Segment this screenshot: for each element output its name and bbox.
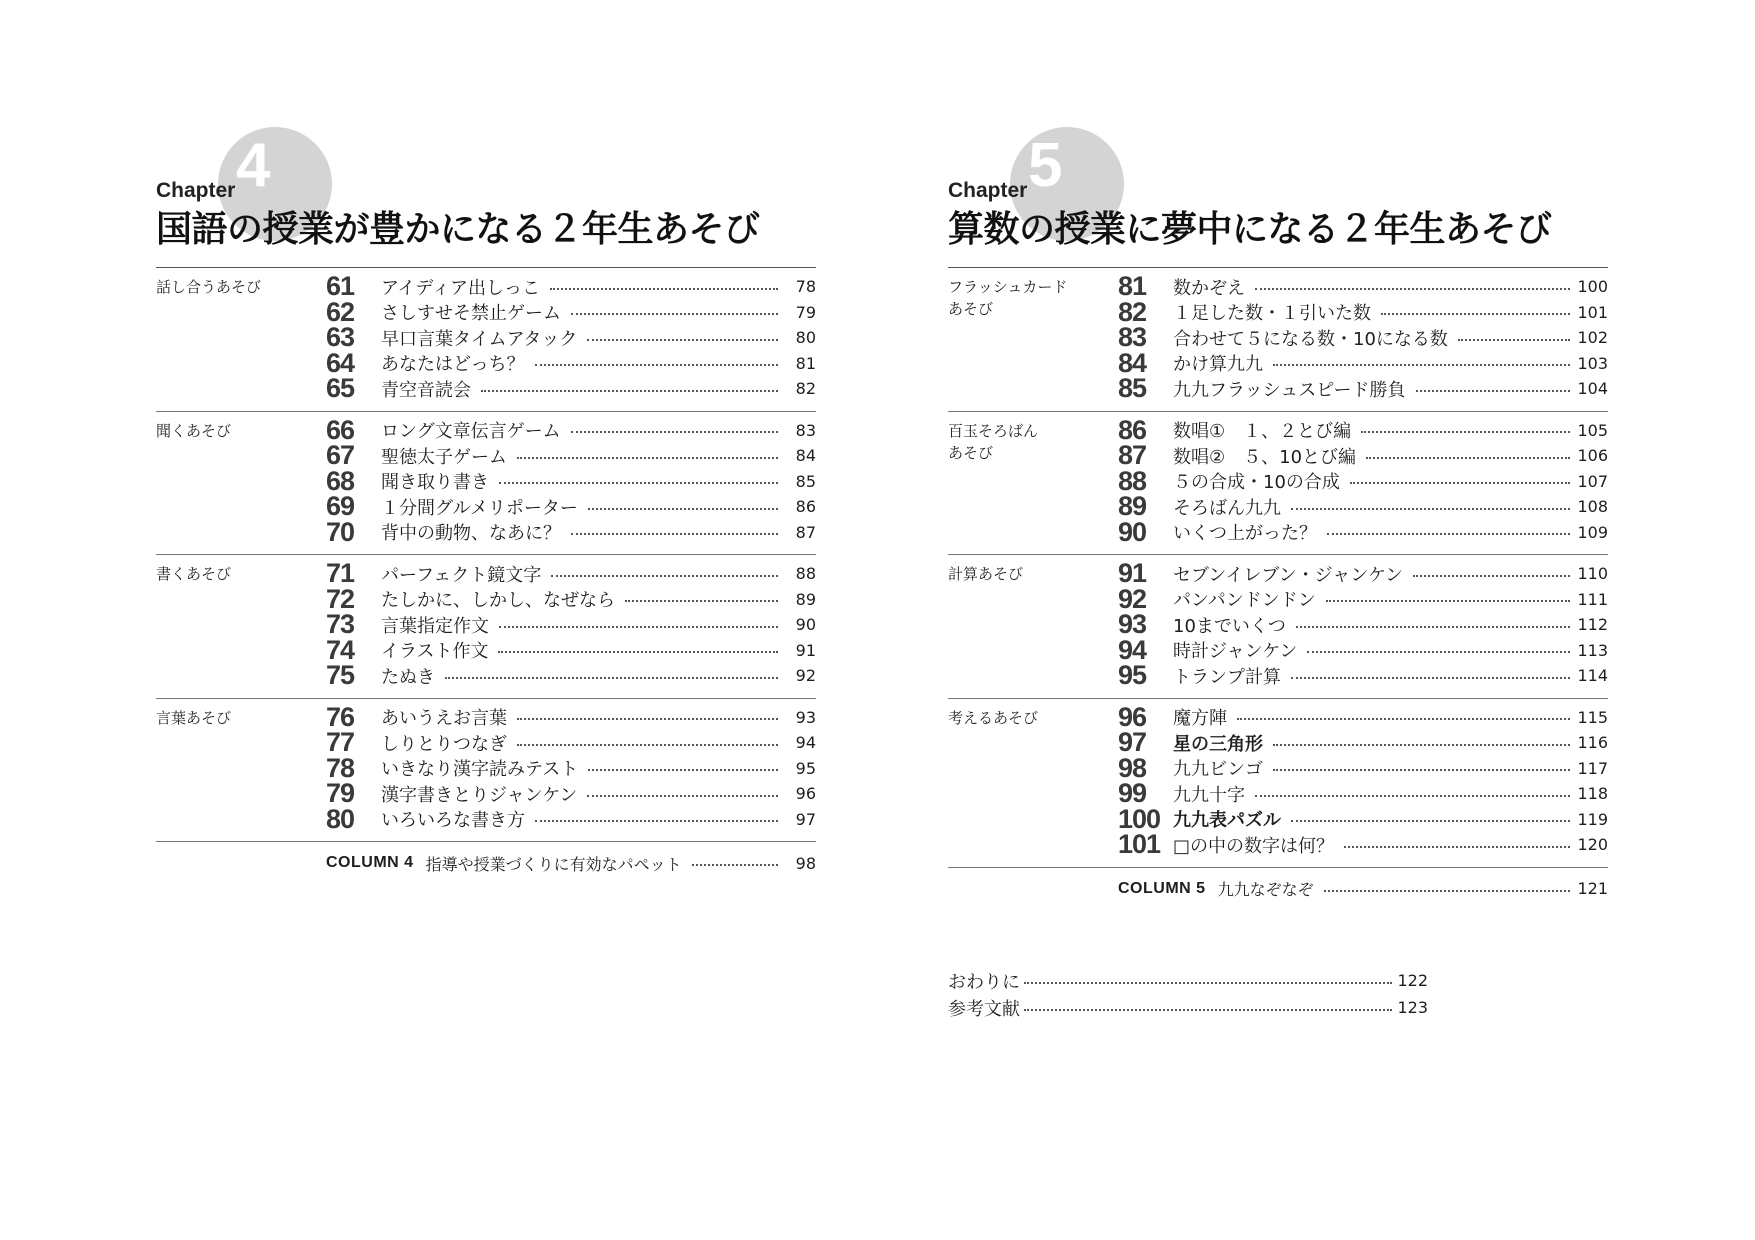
leader-dots (1255, 288, 1570, 290)
item-title: アイディア出しっこ (381, 277, 540, 299)
leader-dots (1327, 533, 1570, 535)
chapter-title: 国語の授業が豊かになる２年生あそび (156, 209, 760, 250)
leader-dots (571, 431, 778, 433)
leader-dots (1291, 677, 1570, 679)
toc-item[interactable] (948, 322, 1608, 353)
section (156, 555, 816, 699)
leader-dots (1273, 769, 1570, 771)
item-number: 65 (326, 373, 355, 404)
item-title: ロング文章伝言ゲーム (381, 421, 561, 443)
section-label (948, 276, 1098, 320)
item-number: 84 (1118, 347, 1147, 378)
item-number: 71 (326, 558, 355, 589)
item-page: 88 (795, 564, 816, 584)
item-title: 九九ビンゴ (1173, 759, 1263, 781)
item-number: 92 (1118, 583, 1147, 614)
item-page: 83 (795, 420, 816, 440)
item-title: 九九表パズル (1173, 810, 1281, 832)
item-page: 117 (1577, 758, 1608, 778)
item-number: 87 (1118, 440, 1147, 471)
section (156, 699, 816, 843)
section (948, 699, 1608, 868)
item-number: 100 (1118, 803, 1161, 834)
item-title: 魔方陣 (1173, 708, 1227, 730)
leader-dots (1024, 1009, 1392, 1011)
item-title: あいうえお言葉 (381, 708, 507, 730)
chapter-header (156, 131, 816, 259)
item-number: 93 (1118, 609, 1147, 640)
item-page: 100 (1577, 277, 1608, 297)
item-title: 背中の動物、なあに？ (381, 523, 561, 545)
back-matter-item[interactable] (948, 967, 1428, 994)
item-page: 102 (1577, 328, 1608, 348)
section-label: 書くあそび (156, 565, 232, 583)
back-matter-title: おわりに (948, 971, 1020, 993)
item-number: 86 (1118, 414, 1147, 445)
item-number: 69 (326, 491, 355, 522)
leader-dots (571, 533, 778, 535)
item-number: 85 (1118, 373, 1147, 404)
leader-dots (499, 626, 778, 628)
item-title: 星の三角形 (1173, 733, 1263, 755)
section (156, 412, 816, 556)
leader-dots (517, 718, 778, 720)
item-page: 114 (1577, 666, 1608, 686)
item-page: 90 (795, 615, 816, 635)
leader-dots (1307, 651, 1570, 653)
section (948, 268, 1608, 412)
leader-dots (692, 864, 778, 866)
item-number: 90 (1118, 516, 1147, 547)
item-number: 66 (326, 414, 355, 445)
chapter-header (948, 131, 1608, 259)
back-matter-title: 参考文献 (948, 998, 1020, 1020)
toc-item[interactable] (948, 660, 1608, 691)
item-title: あなたはどっち？ (381, 354, 525, 376)
toc-item[interactable] (948, 803, 1608, 834)
item-page: 111 (1577, 589, 1608, 609)
toc-item[interactable] (156, 634, 816, 665)
leader-dots (551, 575, 778, 577)
item-number: 68 (326, 465, 355, 496)
item-title: いろいろな書き方 (381, 810, 525, 832)
section-label (948, 420, 1098, 464)
toc-item[interactable] (156, 347, 816, 378)
leader-dots (1291, 508, 1570, 510)
item-number: 79 (326, 778, 355, 809)
leader-dots (535, 364, 778, 366)
toc-item[interactable] (156, 296, 816, 327)
item-number: 97 (1118, 727, 1147, 758)
item-title: 九九フラッシュスピード勝負 (1173, 379, 1406, 401)
item-number: 62 (326, 296, 355, 327)
item-page: 85 (795, 471, 816, 491)
toc-item[interactable] (948, 778, 1608, 809)
item-page: 107 (1577, 471, 1608, 491)
item-page: 97 (795, 809, 816, 829)
item-page: 89 (795, 589, 816, 609)
item-number: 96 (1118, 701, 1147, 732)
item-number: 83 (1118, 322, 1147, 353)
leader-dots (1458, 339, 1570, 341)
chapter-number: 4 (236, 131, 271, 200)
item-title: 言葉指定作文 (381, 615, 489, 637)
back-matter-item[interactable] (948, 994, 1428, 1021)
item-page: 109 (1577, 522, 1608, 542)
toc-item[interactable] (156, 727, 816, 758)
item-page: 86 (795, 497, 816, 517)
item-number: 80 (326, 803, 355, 834)
item-title: 数唱② ５、10とび編 (1173, 446, 1357, 468)
item-page: 92 (795, 666, 816, 686)
item-title: セブンイレブン・ジャンケン (1173, 564, 1404, 586)
leader-dots (1350, 482, 1570, 484)
column-entry[interactable] (156, 848, 816, 878)
toc-item[interactable] (156, 465, 816, 496)
leader-dots (1255, 795, 1570, 797)
section-label-line: 百玉そろばん (948, 421, 1039, 440)
toc-item[interactable] (156, 583, 816, 614)
item-title: さしすせそ禁止ゲーム (381, 303, 561, 325)
toc-item[interactable] (948, 727, 1608, 758)
toc-item[interactable] (156, 752, 816, 783)
item-page: 79 (795, 302, 816, 322)
item-number: 91 (1118, 558, 1147, 589)
item-title: そろばん九九 (1173, 497, 1281, 519)
item-number: 73 (326, 609, 355, 640)
item-number: 99 (1118, 778, 1147, 809)
toc-item[interactable] (156, 440, 816, 471)
toc-item[interactable] (948, 373, 1608, 404)
section-label-line: あそび (948, 443, 994, 462)
column-page: 121 (1577, 879, 1608, 898)
item-page: 91 (795, 640, 816, 660)
item-number: 78 (326, 752, 355, 783)
leader-dots (1296, 626, 1570, 628)
item-page: 120 (1577, 835, 1608, 855)
item-number: 88 (1118, 465, 1147, 496)
leader-dots (535, 820, 778, 822)
item-number: 101 (1118, 829, 1161, 860)
section-label-line: 考えるあそび (948, 708, 1039, 727)
chapter-4 (156, 131, 816, 878)
item-page: 101 (1577, 302, 1608, 322)
toc-item[interactable] (156, 491, 816, 522)
leader-dots (587, 795, 778, 797)
toc-item[interactable] (948, 347, 1608, 378)
section-label-line: フラッシュカード (948, 278, 1068, 296)
leader-dots (588, 508, 778, 510)
item-title: 青空音読会 (381, 379, 471, 401)
item-number: 95 (1118, 660, 1147, 691)
item-title: トランプ計算 (1173, 666, 1281, 688)
leader-dots (1237, 718, 1570, 720)
item-page: 115 (1577, 707, 1608, 727)
section (948, 412, 1608, 556)
item-number: 81 (1118, 271, 1147, 302)
item-page: 105 (1577, 420, 1608, 440)
back-matter (948, 967, 1428, 1021)
item-title: 10までいくつ (1173, 615, 1286, 637)
item-page: 104 (1577, 379, 1608, 399)
item-number: 76 (326, 701, 355, 732)
item-page: 95 (795, 758, 816, 778)
column-label: COLUMN 4 (326, 854, 414, 871)
item-title: 数かぞえ (1173, 277, 1245, 299)
item-number: 89 (1118, 491, 1147, 522)
back-matter-page: 123 (1397, 998, 1428, 1017)
leader-dots (517, 744, 778, 746)
toc-item[interactable] (948, 752, 1608, 783)
column-page: 98 (795, 853, 816, 873)
toc-item[interactable] (948, 516, 1608, 547)
item-page: 82 (795, 379, 816, 399)
chapter-5 (948, 131, 1608, 904)
back-matter-page: 122 (1397, 971, 1428, 990)
item-page: 116 (1577, 733, 1608, 753)
item-title: たぬき (381, 666, 435, 688)
section-label-line: あそび (948, 300, 994, 318)
toc-item[interactable] (156, 322, 816, 353)
item-page: 84 (795, 446, 816, 466)
item-title: 聖徳太子ゲーム (381, 446, 507, 468)
item-number: 72 (326, 583, 355, 614)
toc-item[interactable] (948, 491, 1608, 522)
item-title: 時計ジャンケン (1173, 641, 1298, 663)
item-page: 96 (795, 784, 816, 804)
chapter-word: Chapter (948, 179, 1028, 202)
item-page: 108 (1577, 497, 1608, 517)
item-title: いきなり漢字読みテスト (381, 759, 579, 781)
leader-dots (571, 313, 778, 315)
section-label (948, 563, 1098, 585)
item-number: 70 (326, 516, 355, 547)
leader-dots (1273, 744, 1570, 746)
item-title: 早口言葉タイムアタック (381, 328, 578, 350)
item-title: １足した数・１引いた数 (1173, 303, 1371, 325)
toc-item[interactable] (948, 583, 1608, 614)
item-title: パーフェクト鏡文字 (381, 564, 542, 586)
item-title: ５の合成・10の合成 (1173, 472, 1340, 494)
item-title: 九九十字 (1173, 784, 1245, 806)
item-title: 数唱① １、２とび編 (1173, 421, 1352, 443)
chapter-number: 5 (1028, 131, 1063, 200)
item-number: 98 (1118, 752, 1147, 783)
leader-dots (481, 390, 778, 392)
section-label: 話し合うあそび (156, 278, 262, 296)
item-page: 118 (1577, 784, 1608, 804)
item-page: 81 (795, 353, 816, 373)
item-page: 112 (1577, 615, 1608, 635)
leader-dots (587, 339, 778, 341)
item-title: たしかに、しかし、なぜなら (381, 590, 615, 612)
item-title: □の中の数字は何？ (1173, 835, 1335, 857)
item-title: いくつ上がった？ (1173, 523, 1317, 545)
toc-item[interactable] (948, 609, 1608, 640)
item-number: 94 (1118, 634, 1147, 665)
item-number: 77 (326, 727, 355, 758)
leader-dots (1366, 457, 1570, 459)
section-label (948, 707, 1098, 729)
leader-dots (625, 600, 778, 602)
item-title: かけ算九九 (1173, 354, 1263, 376)
section-label-line: 計算あそび (948, 565, 1024, 583)
section (948, 555, 1608, 699)
leader-dots (517, 457, 778, 459)
item-page: 106 (1577, 446, 1608, 466)
item-title: 漢字書きとりジャンケン (381, 784, 578, 806)
toc-item[interactable] (156, 609, 816, 640)
item-title: イラスト作文 (381, 641, 489, 663)
item-page: 110 (1577, 564, 1608, 584)
toc-item[interactable] (948, 465, 1608, 496)
leader-dots (1024, 982, 1392, 984)
toc-item[interactable] (156, 660, 816, 691)
leader-dots (445, 677, 778, 679)
item-page: 93 (795, 707, 816, 727)
leader-dots (588, 769, 778, 771)
column-entry[interactable] (948, 874, 1608, 904)
item-page: 94 (795, 733, 816, 753)
item-number: 75 (326, 660, 355, 691)
item-number: 82 (1118, 296, 1147, 327)
leader-dots (1273, 364, 1570, 366)
toc-item[interactable] (948, 634, 1608, 665)
item-title: １分間グルメリポーター (381, 497, 578, 519)
leader-dots (499, 482, 778, 484)
leader-dots (498, 651, 778, 653)
leader-dots (1416, 390, 1570, 392)
item-title: 合わせて５になる数・10になる数 (1173, 328, 1448, 350)
item-title: パンパンドンドン (1173, 590, 1316, 612)
item-page: 78 (795, 277, 816, 297)
section-label: 言葉あそび (156, 708, 232, 727)
toc-item[interactable] (156, 778, 816, 809)
chapter-word: Chapter (156, 179, 236, 202)
item-page: 87 (795, 522, 816, 542)
section-label: 聞くあそび (156, 421, 232, 440)
item-title: しりとりつなぎ (381, 733, 507, 755)
item-number: 67 (326, 440, 355, 471)
section (156, 268, 816, 412)
column-title: 九九なぞなぞ (1217, 880, 1314, 899)
item-page: 119 (1577, 809, 1608, 829)
leader-dots (1344, 846, 1570, 848)
leader-dots (550, 288, 778, 290)
item-number: 74 (326, 634, 355, 665)
column-title: 指導や授業づくりに有効なパペット (425, 854, 682, 874)
leader-dots (1381, 313, 1570, 315)
item-number: 64 (326, 347, 355, 378)
item-page: 103 (1577, 353, 1608, 373)
item-number: 63 (326, 322, 355, 353)
column-label: COLUMN 5 (1118, 879, 1206, 897)
leader-dots (1326, 600, 1570, 602)
item-title: 聞き取り書き (381, 472, 489, 494)
toc-item[interactable] (156, 803, 816, 834)
leader-dots (1324, 890, 1570, 892)
toc-item[interactable] (948, 829, 1608, 860)
toc-item[interactable] (156, 516, 816, 547)
leader-dots (1361, 431, 1570, 433)
leader-dots (1413, 575, 1570, 577)
chapter-title: 算数の授業に夢中になる２年生あそび (948, 209, 1552, 250)
leader-dots (1291, 820, 1570, 822)
item-page: 113 (1577, 640, 1608, 660)
item-number: 61 (326, 271, 355, 302)
toc-item[interactable] (156, 373, 816, 404)
item-page: 80 (795, 328, 816, 348)
